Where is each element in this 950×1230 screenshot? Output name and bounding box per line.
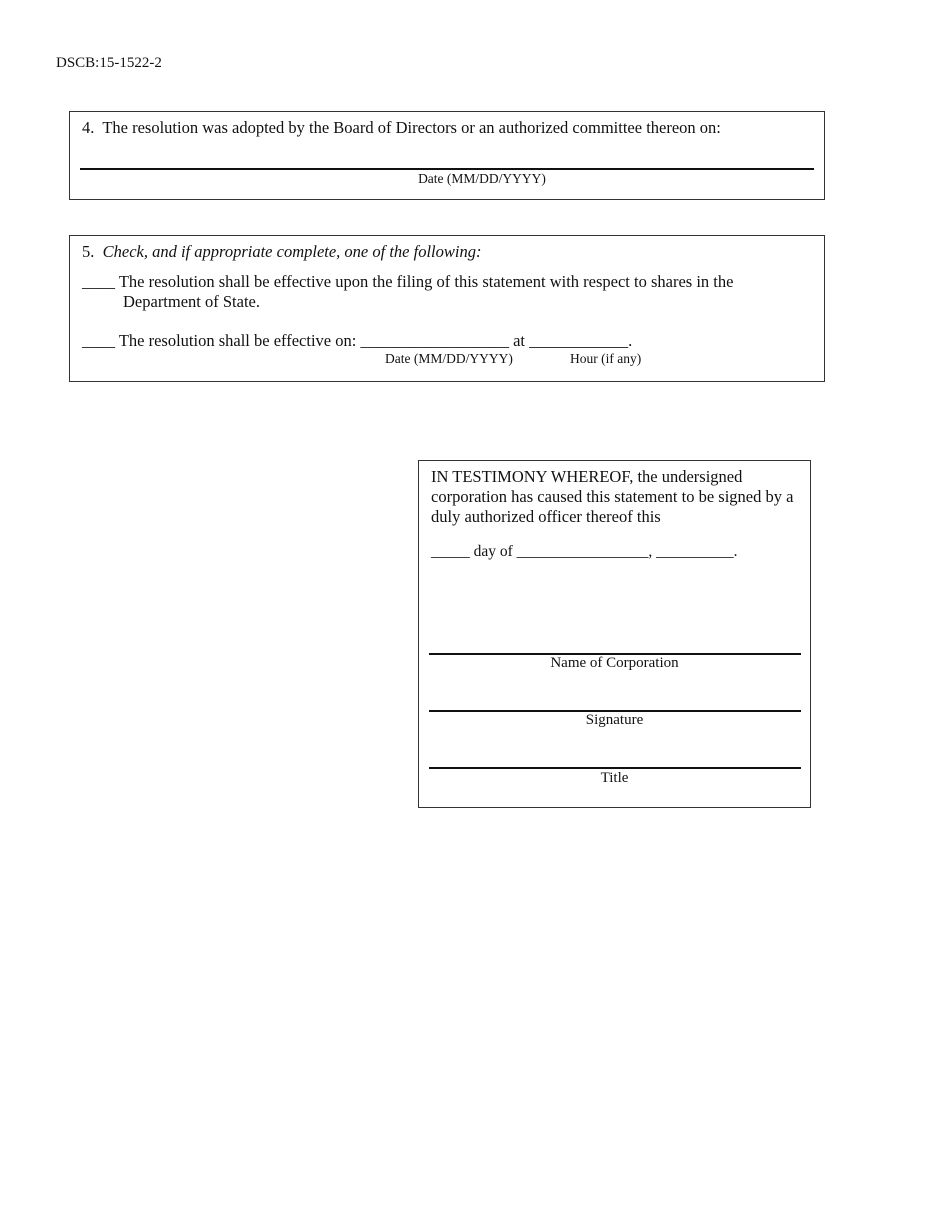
section-5-heading: Check, and if appropriate complete, one of the following: [102, 242, 482, 261]
testimony-statement: IN TESTIMONY WHEREOF, the undersigned corporation has caused this statement to be signed by a duly authorized officer thereof this [431, 467, 794, 526]
section-4-text: The resolution was adopted by the Board of Directors or an authorized committee thereon on: [102, 118, 721, 137]
adoption-date-caption: Date (MM/DD/YYYY) [418, 171, 546, 186]
effective-date-caption: Date (MM/DD/YYYY) [385, 351, 513, 366]
section-5-number: 5. [82, 242, 95, 261]
option-upon-filing[interactable]: ____ The resolution shall be effective upon the filing of this statement with respect to shares in the [82, 272, 734, 291]
option-effective-date[interactable]: ____ The resolution shall be effective on: __________________ at ____________. [82, 331, 633, 350]
section-5-box [69, 235, 825, 382]
title-caption: Title [600, 770, 629, 786]
form-identifier: DSCB:15-1522-2 [56, 55, 162, 71]
testimony-day-line[interactable]: _____ day of _________________, __________. [431, 543, 738, 560]
section-4-box [69, 111, 825, 200]
signature-caption: Signature [585, 712, 644, 728]
title-line[interactable] [429, 767, 801, 769]
corporation-name-caption: Name of Corporation [550, 655, 679, 671]
effective-hour-caption: Hour (if any) [570, 351, 642, 366]
section-4-number: 4. [82, 118, 95, 137]
adoption-date-line[interactable] [80, 168, 814, 170]
section-4-statement [82, 118, 721, 138]
section-5-heading-row [82, 242, 481, 262]
option-upon-filing-continued: Department of State. [123, 292, 260, 311]
testimony-box [418, 460, 811, 808]
